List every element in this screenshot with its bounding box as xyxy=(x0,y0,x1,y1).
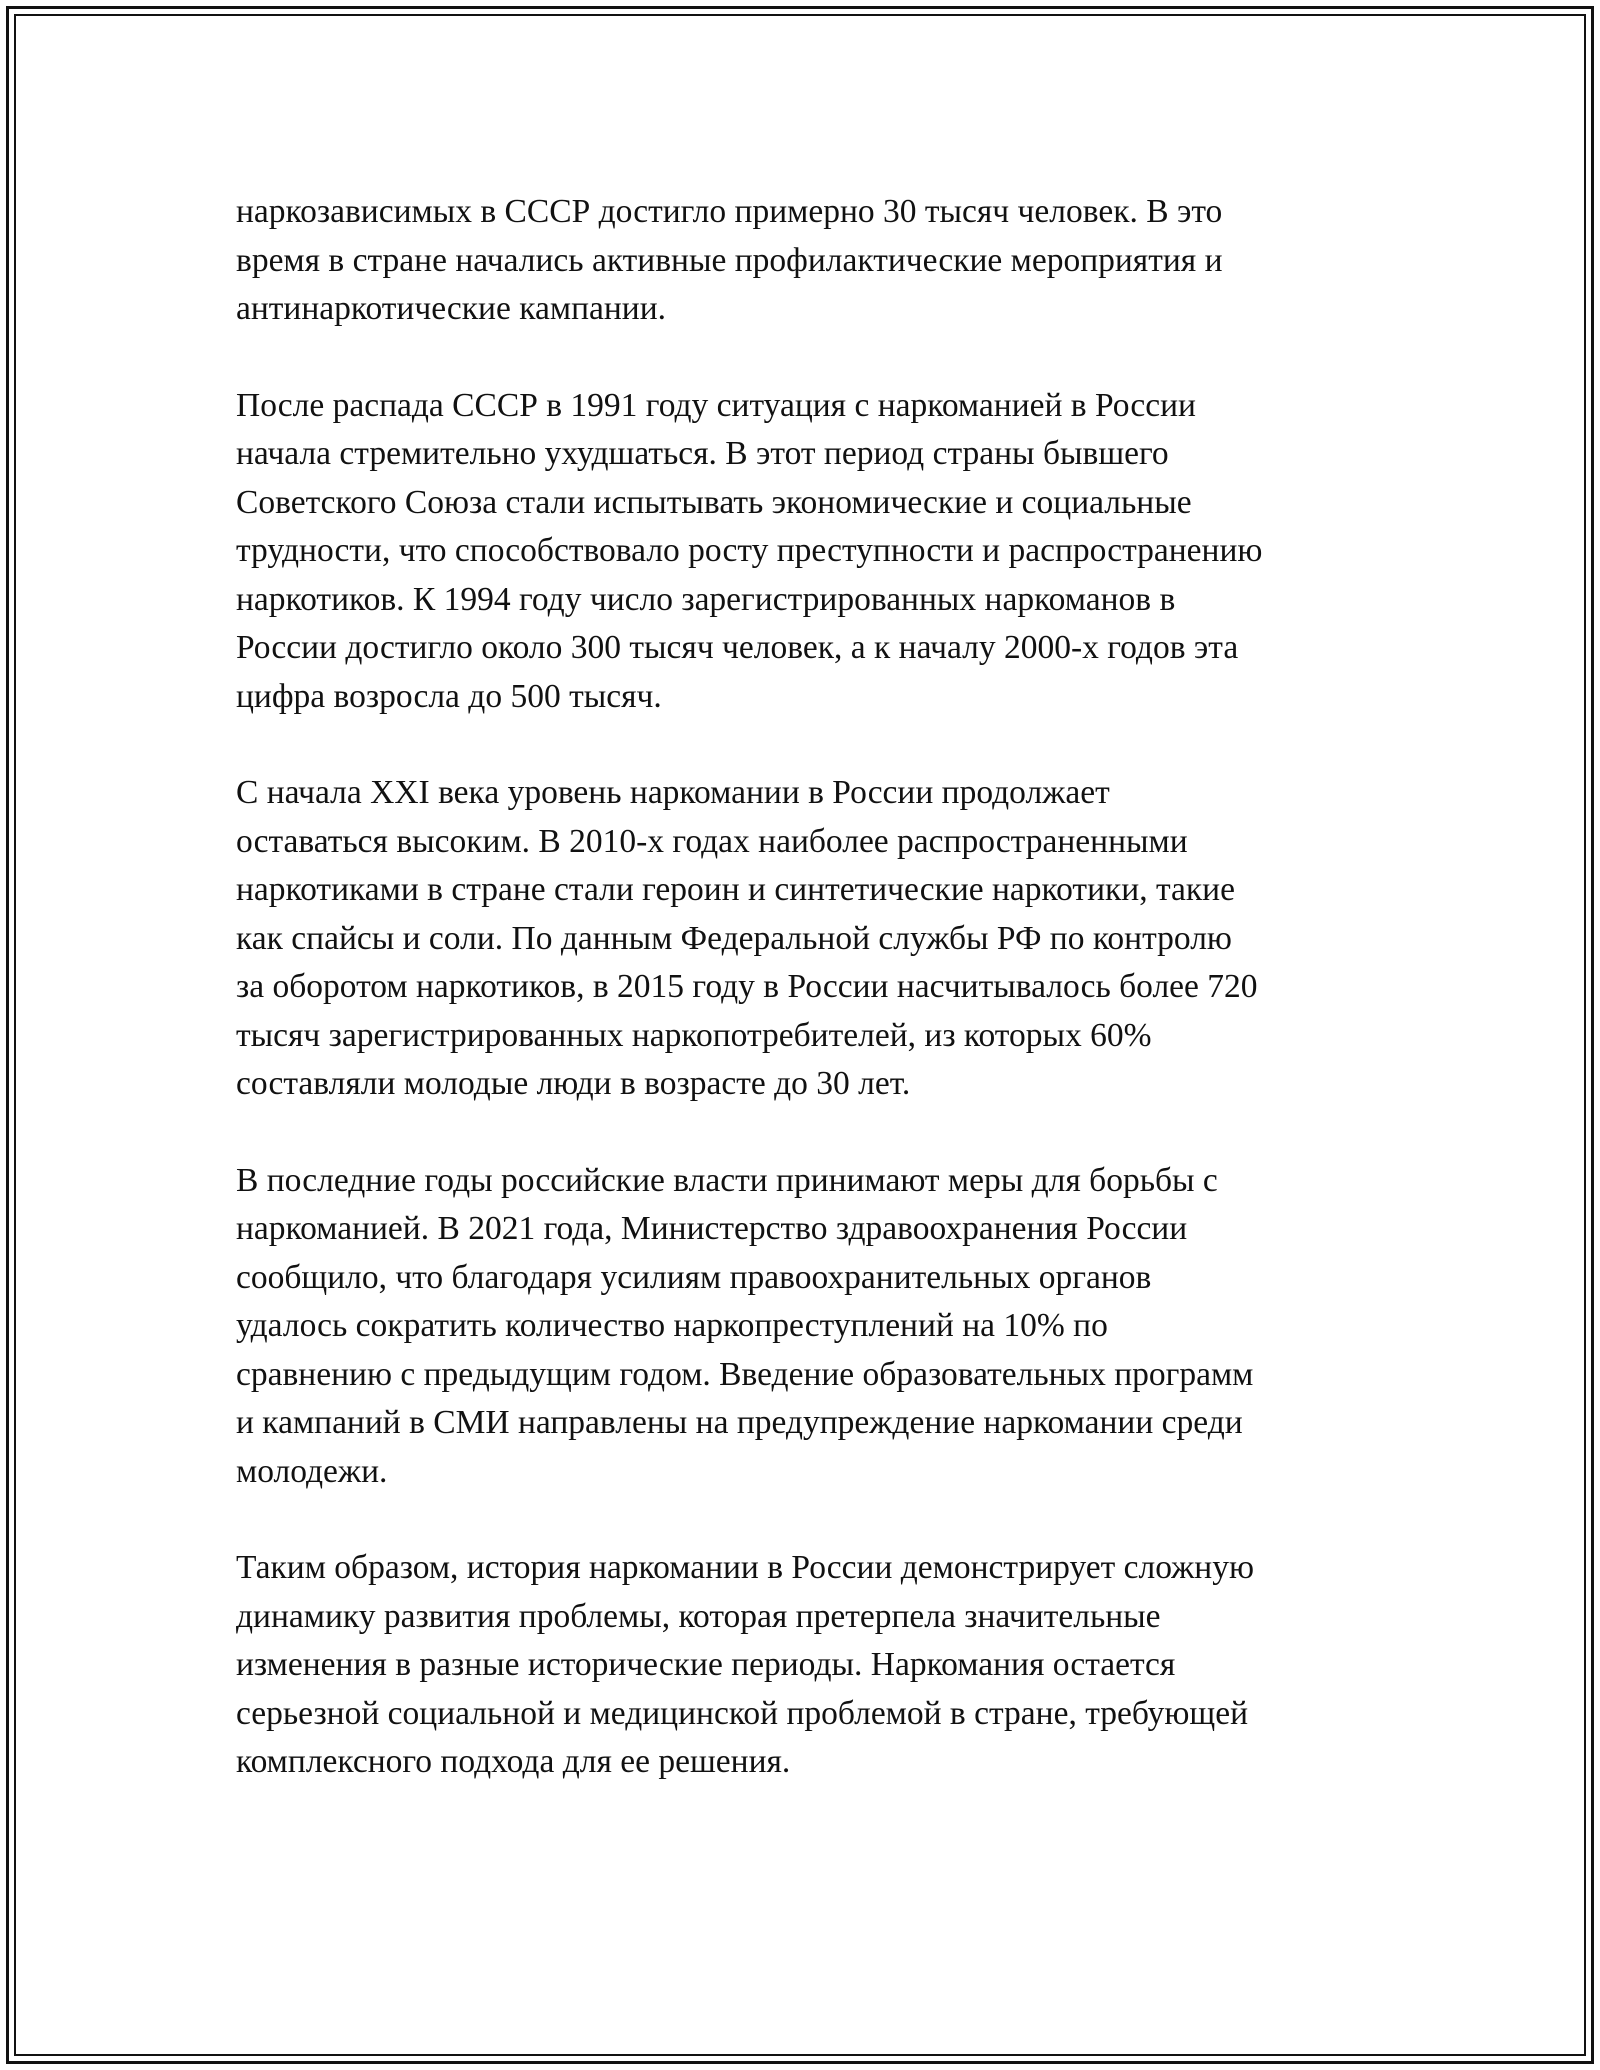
paragraph xyxy=(236,769,1366,1109)
text-line: изменения в разные исторические периоды. Наркомания остается xyxy=(236,1646,1176,1683)
text-line: Таким образом, история наркомании в России демонстрирует сложную xyxy=(236,1549,1255,1586)
text-line: составляли молодые люди в возрасте до 30 лет. xyxy=(236,1065,911,1102)
text-line: удалось сократить количество наркопреступлений на 10% по xyxy=(236,1307,1108,1344)
text-line: комплексного подхода для ее решения. xyxy=(236,1743,791,1780)
text-line: за оборотом наркотиков, в 2015 году в России насчитывалось более 720 xyxy=(236,968,1258,1005)
text-line: начала стремительно ухудшаться. В этот период страны бывшего xyxy=(236,435,1169,472)
text-line: антинаркотические кампании. xyxy=(236,290,667,327)
text-line: тысяч зарегистрированных наркопотребителей, из которых 60% xyxy=(236,1016,1152,1054)
text-line: и кампаний в СМИ направлены на предупреждение наркомании среди xyxy=(236,1404,1243,1441)
text-line: серьезной социальной и медицинской проблемой в стране, требующей xyxy=(236,1694,1249,1732)
text-line: После распада СССР в 1991 году ситуация с наркоманией в России xyxy=(236,386,1196,424)
text-line: как спайсы и соли. По данным Федеральной службы РФ по контролю xyxy=(236,919,1232,957)
paragraph xyxy=(236,382,1366,722)
text-line: наркотиками в стране стали героин и синтетические наркотики, такие xyxy=(236,871,1235,908)
paragraph xyxy=(236,188,1366,334)
text-line: молодежи. xyxy=(236,1452,388,1490)
paragraph xyxy=(236,1544,1366,1787)
text-line: России достигло около 300 тысяч человек, а к началу 2000-х годов эта xyxy=(236,629,1239,666)
text-line: наркоманией. В 2021 года, Министерство здравоохранения России xyxy=(236,1210,1188,1247)
paragraph xyxy=(236,1157,1366,1497)
text-line: сравнению с предыдущим годом. Введение образовательных программ xyxy=(236,1355,1254,1393)
text-line: время в стране начались активные профилактические мероприятия и xyxy=(236,241,1223,279)
document-body xyxy=(236,188,1366,1835)
text-line: наркотиков. К 1994 году число зарегистрированных наркоманов в xyxy=(236,580,1176,618)
text-line: оставаться высоким. В 2010-х годах наиболее распространенными xyxy=(236,822,1188,860)
text-line: В последние годы российские власти принимают меры для борьбы с xyxy=(236,1161,1218,1199)
text-line: С начала XXI века уровень наркомании в России продолжает xyxy=(236,774,1110,811)
text-line: сообщило, что благодаря усилиям правоохранительных органов xyxy=(236,1258,1152,1296)
text-line: цифра возросла до 500 тысяч. xyxy=(236,677,662,715)
text-line: Советского Союза стали испытывать экономические и социальные xyxy=(236,483,1192,521)
text-line: динамику развития проблемы, которая претерпела значительные xyxy=(236,1597,1161,1635)
text-line: трудности, что способствовало росту преступности и распространению xyxy=(236,532,1263,569)
text-line: наркозависимых в СССР достигло примерно 30 тысяч человек. В это xyxy=(236,193,1223,230)
